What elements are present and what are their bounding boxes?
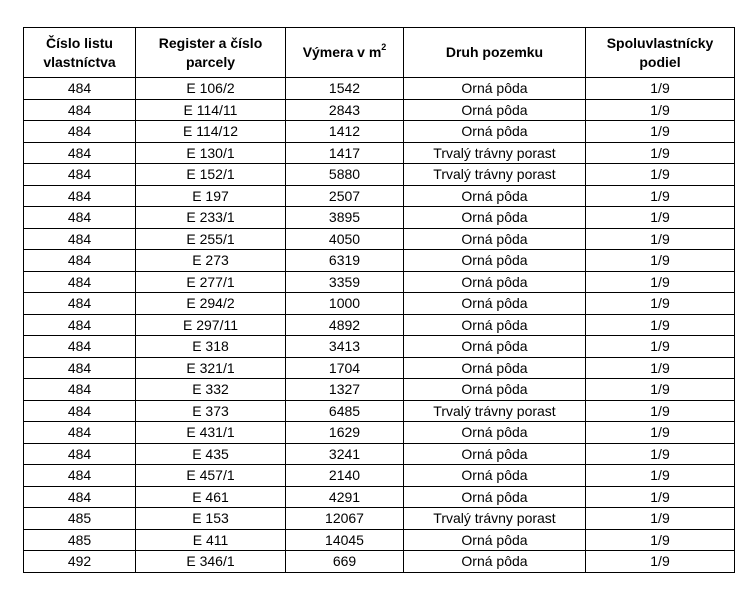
header-area-unit-exponent: 2 [381,42,387,53]
cell-ownership-sheet-number: 484 [24,357,136,379]
table-row [24,465,735,487]
table-row [24,314,735,336]
cell-area: 2843 [286,99,404,121]
cell-ownership-sheet-number: 485 [24,508,136,530]
cell-land-type: Orná pôda [404,486,586,508]
table-row [24,400,735,422]
cell-land-type: Trvalý trávny porast [404,508,586,530]
cell-area: 1542 [286,78,404,100]
cell-ownership-sheet-number: 484 [24,99,136,121]
cell-co-ownership-share: 1/9 [586,357,735,379]
table-row [24,551,735,573]
header-ownership-sheet-number: Číslo listu vlastníctva [24,28,136,78]
header-area [286,28,404,78]
header-co-ownership-share: Spoluvlastnícky podiel [586,28,735,78]
cell-register-parcel-number: E 373 [136,400,286,422]
cell-co-ownership-share: 1/9 [586,379,735,401]
cell-land-type: Orná pôda [404,379,586,401]
cell-land-type: Orná pôda [404,529,586,551]
cell-area: 3359 [286,271,404,293]
cell-ownership-sheet-number: 484 [24,422,136,444]
cell-co-ownership-share: 1/9 [586,293,735,315]
cell-register-parcel-number: E 294/2 [136,293,286,315]
cell-register-parcel-number: E 273 [136,250,286,272]
cell-co-ownership-share: 1/9 [586,164,735,186]
table-row [24,78,735,100]
cell-land-type: Orná pôda [404,121,586,143]
cell-register-parcel-number: E 332 [136,379,286,401]
cell-ownership-sheet-number: 484 [24,228,136,250]
cell-ownership-sheet-number: 484 [24,250,136,272]
cell-register-parcel-number: E 297/11 [136,314,286,336]
cell-co-ownership-share: 1/9 [586,121,735,143]
cell-co-ownership-share: 1/9 [586,551,735,573]
cell-register-parcel-number: E 106/2 [136,78,286,100]
cell-land-type: Orná pôda [404,443,586,465]
cell-land-type: Orná pôda [404,228,586,250]
cell-co-ownership-share: 1/9 [586,314,735,336]
cell-land-type: Trvalý trávny porast [404,142,586,164]
cell-land-type: Orná pôda [404,465,586,487]
cell-co-ownership-share: 1/9 [586,207,735,229]
table-row [24,379,735,401]
header-row [24,28,735,78]
cell-area: 6485 [286,400,404,422]
cell-land-type: Orná pôda [404,293,586,315]
cell-land-type: Orná pôda [404,314,586,336]
cell-co-ownership-share: 1/9 [586,228,735,250]
cell-ownership-sheet-number: 484 [24,293,136,315]
cell-ownership-sheet-number: 484 [24,314,136,336]
cell-ownership-sheet-number: 484 [24,164,136,186]
cell-co-ownership-share: 1/9 [586,142,735,164]
cell-ownership-sheet-number: 484 [24,207,136,229]
cell-co-ownership-share: 1/9 [586,336,735,358]
cell-co-ownership-share: 1/9 [586,78,735,100]
table-row [24,207,735,229]
cell-area: 3241 [286,443,404,465]
table-row [24,271,735,293]
cell-area: 1412 [286,121,404,143]
cell-co-ownership-share: 1/9 [586,443,735,465]
cell-ownership-sheet-number: 484 [24,443,136,465]
cell-ownership-sheet-number: 484 [24,486,136,508]
cell-area: 1417 [286,142,404,164]
table-row [24,508,735,530]
cell-register-parcel-number: E 346/1 [136,551,286,573]
parcel-table-container [23,27,735,573]
cell-co-ownership-share: 1/9 [586,486,735,508]
cell-land-type: Trvalý trávny porast [404,164,586,186]
cell-co-ownership-share: 1/9 [586,529,735,551]
table-row [24,486,735,508]
cell-area: 1000 [286,293,404,315]
cell-ownership-sheet-number: 492 [24,551,136,573]
cell-register-parcel-number: E 431/1 [136,422,286,444]
cell-register-parcel-number: E 114/12 [136,121,286,143]
cell-area: 6319 [286,250,404,272]
cell-area: 3895 [286,207,404,229]
cell-ownership-sheet-number: 484 [24,271,136,293]
cell-area: 1629 [286,422,404,444]
cell-ownership-sheet-number: 484 [24,142,136,164]
cell-register-parcel-number: E 153 [136,508,286,530]
cell-register-parcel-number: E 255/1 [136,228,286,250]
cell-area: 4291 [286,486,404,508]
cell-land-type: Orná pôda [404,78,586,100]
cell-land-type: Orná pôda [404,207,586,229]
table-row [24,293,735,315]
table-row [24,228,735,250]
cell-land-type: Orná pôda [404,551,586,573]
cell-area: 2140 [286,465,404,487]
parcel-table [23,27,735,573]
header-register-parcel-number: Register a číslo parcely [136,28,286,78]
table-row [24,142,735,164]
table-row [24,99,735,121]
cell-land-type: Orná pôda [404,99,586,121]
cell-ownership-sheet-number: 484 [24,465,136,487]
cell-area: 14045 [286,529,404,551]
table-row [24,250,735,272]
cell-co-ownership-share: 1/9 [586,250,735,272]
cell-co-ownership-share: 1/9 [586,508,735,530]
cell-ownership-sheet-number: 484 [24,185,136,207]
cell-area: 2507 [286,185,404,207]
cell-register-parcel-number: E 411 [136,529,286,551]
cell-register-parcel-number: E 435 [136,443,286,465]
cell-area: 1327 [286,379,404,401]
cell-co-ownership-share: 1/9 [586,422,735,444]
cell-ownership-sheet-number: 484 [24,379,136,401]
cell-ownership-sheet-number: 484 [24,336,136,358]
table-row [24,529,735,551]
table-row [24,121,735,143]
cell-register-parcel-number: E 277/1 [136,271,286,293]
cell-land-type: Orná pôda [404,422,586,444]
cell-co-ownership-share: 1/9 [586,400,735,422]
cell-register-parcel-number: E 457/1 [136,465,286,487]
cell-co-ownership-share: 1/9 [586,185,735,207]
cell-area: 1704 [286,357,404,379]
header-area-label: Výmera v m [302,44,382,60]
table-row [24,164,735,186]
cell-area: 3413 [286,336,404,358]
cell-land-type: Orná pôda [404,357,586,379]
table-header [24,28,735,78]
cell-register-parcel-number: E 152/1 [136,164,286,186]
cell-land-type: Orná pôda [404,336,586,358]
cell-area: 4050 [286,228,404,250]
cell-ownership-sheet-number: 484 [24,400,136,422]
cell-register-parcel-number: E 130/1 [136,142,286,164]
cell-register-parcel-number: E 461 [136,486,286,508]
cell-register-parcel-number: E 114/11 [136,99,286,121]
cell-register-parcel-number: E 197 [136,185,286,207]
cell-register-parcel-number: E 318 [136,336,286,358]
cell-ownership-sheet-number: 484 [24,121,136,143]
table-body [24,78,735,573]
cell-land-type: Orná pôda [404,271,586,293]
table-row [24,443,735,465]
cell-co-ownership-share: 1/9 [586,99,735,121]
table-row [24,422,735,444]
cell-area: 669 [286,551,404,573]
header-land-type: Druh pozemku [404,28,586,78]
cell-land-type: Orná pôda [404,185,586,207]
cell-area: 4892 [286,314,404,336]
cell-land-type: Trvalý trávny porast [404,400,586,422]
cell-register-parcel-number: E 321/1 [136,357,286,379]
cell-area: 12067 [286,508,404,530]
cell-co-ownership-share: 1/9 [586,465,735,487]
cell-land-type: Orná pôda [404,250,586,272]
table-row [24,357,735,379]
cell-area: 5880 [286,164,404,186]
cell-ownership-sheet-number: 485 [24,529,136,551]
cell-register-parcel-number: E 233/1 [136,207,286,229]
table-row [24,185,735,207]
cell-co-ownership-share: 1/9 [586,271,735,293]
cell-ownership-sheet-number: 484 [24,78,136,100]
table-row [24,336,735,358]
